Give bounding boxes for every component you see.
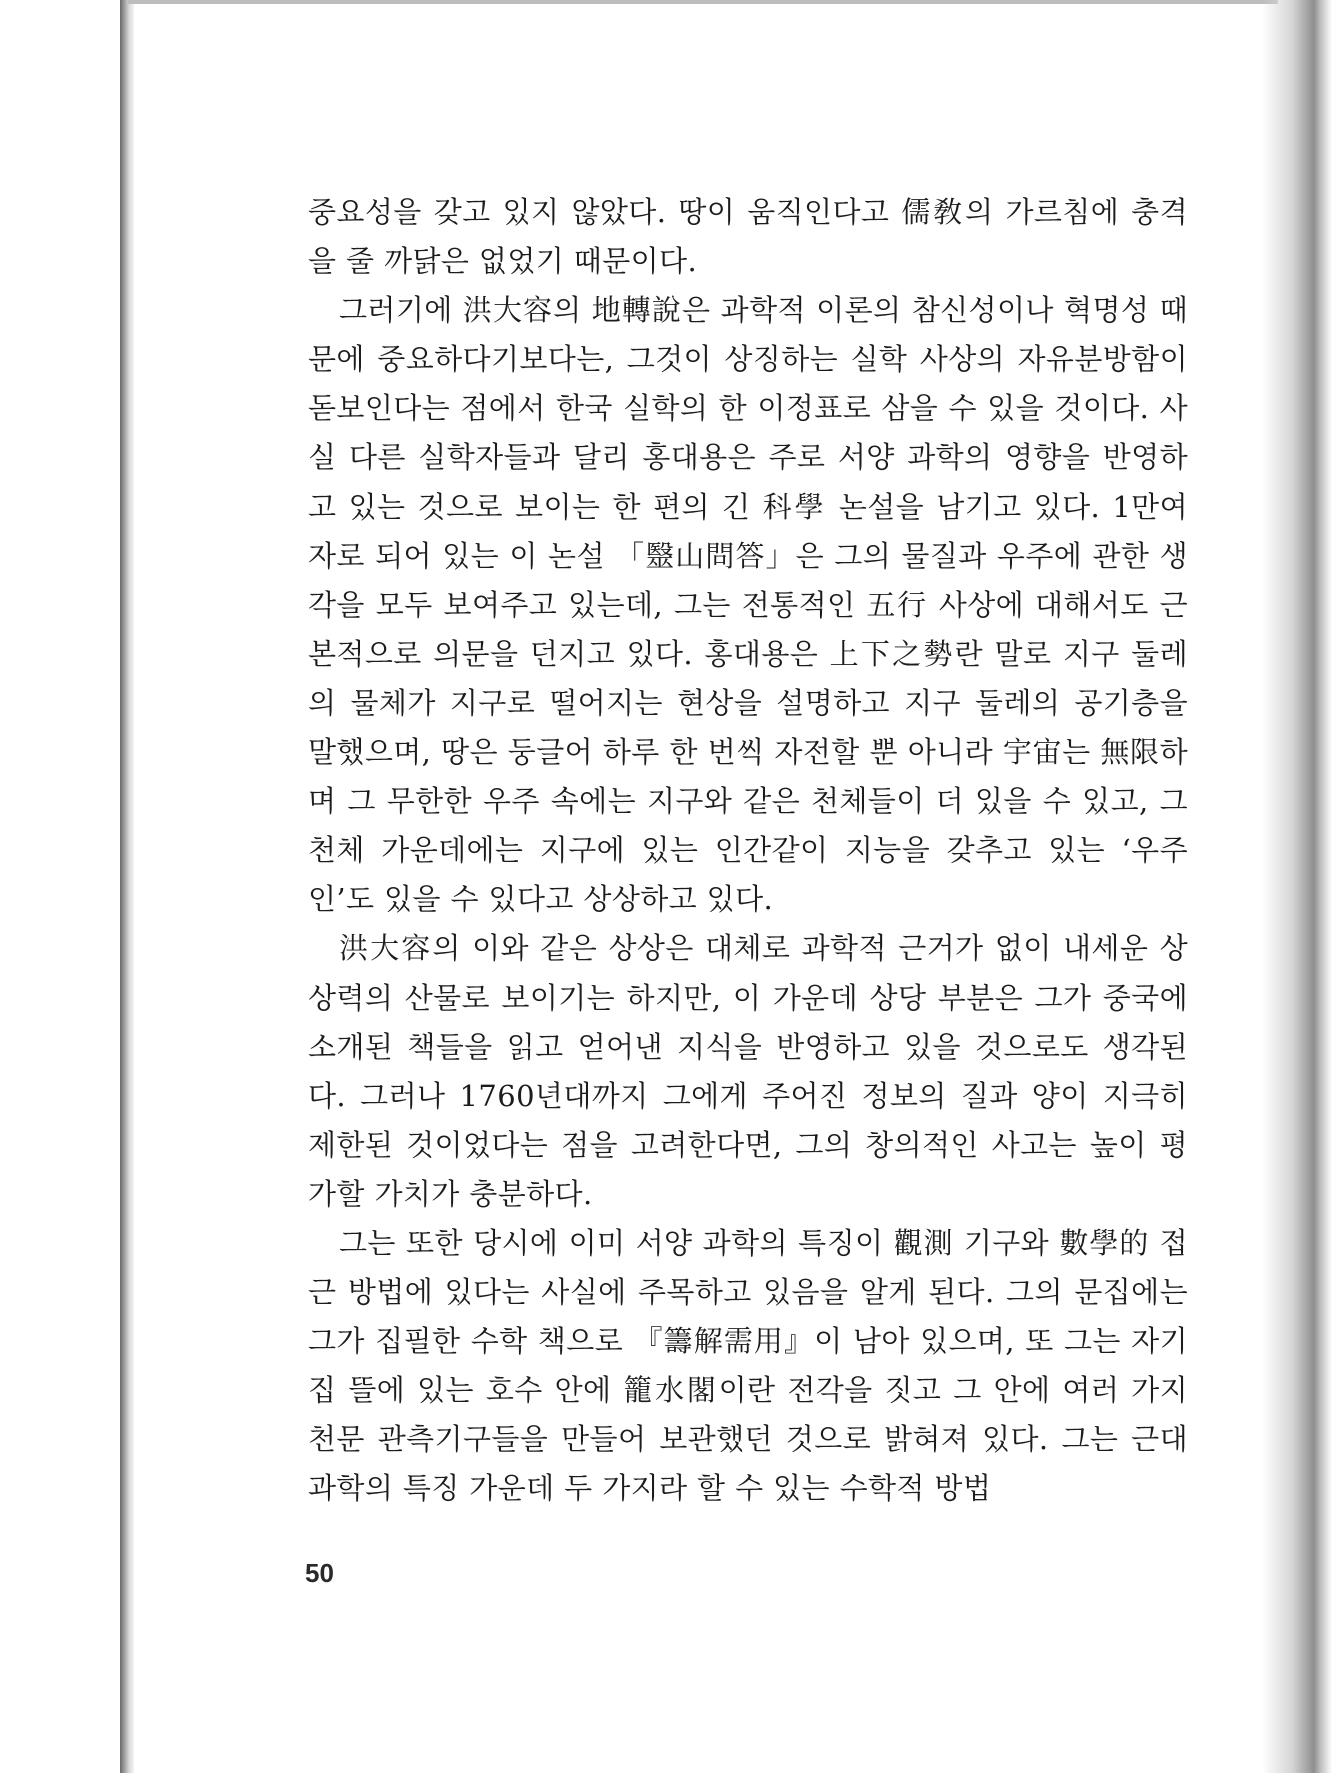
- page-right-edge-shadow: [1262, 0, 1332, 1773]
- page-number: 50: [305, 1558, 334, 1588]
- paragraph-continued: 중요성을 갖고 있지 않았다. 땅이 움직인다고 儒敎의 가르침에 충격을 줄 까닭은 없었기 때문이다.: [308, 195, 1188, 279]
- paragraph: 그는 또한 당시에 이미 서양 과학의 특징이 觀測 기구와 數學的 접근 방법에 있다는 사실에 주목하고 있음을 알게 된다. 그의 문집에는 그가 집필한 수학 책으로 『籌解需用』이 남아 있으며, 또 그는 자기 집 뜰에 있는 호수 안에 籠水閣이란 전각을 짓고 그 안에 여러 가지 천문 관측기구들을 만들어 보관했던 것으로 밝혀져 있다. 그는 근대 과학의 특징 가운데 두 가지라 할 수 있는 수학적 방법: [308, 1225, 1188, 1506]
- page-top-edge: [128, 0, 1278, 4]
- book-spine-edge: [120, 0, 134, 1773]
- paragraph: 洪大容의 이와 같은 상상은 대체로 과학적 근거가 없이 내세운 상상력의 산물로 보이기는 하지만, 이 가운데 상당 부분은 그가 중국에 소개된 책들을 읽고 얻어낸 지식을 반영하고 있을 것으로도 생각된다. 그러나 1760년대까지 그에게 주어진 정보의 질과 양이 지극히 제한된 것이었다는 점을 고려한다면, 그의 창의적인 사고는 높이 평가할 가치가 충분하다.: [308, 931, 1188, 1211]
- paragraph: 그러기에 洪大容의 地轉說은 과학적 이론의 참신성이나 혁명성 때문에 중요하다기보다는, 그것이 상징하는 실학 사상의 자유분방함이 돋보인다는 점에서 한국 실학의 한 이정표로 삼을 수 있을 것이다. 사실 다른 실학자들과 달리 홍대용은 주로 서양 과학의 영향을 반영하고 있는 것으로 보이는 한 편의 긴 科學 논설을 남기고 있다. 1만여 자로 되어 있는 이 논설 「毉山問答」은 그의 물질과 우주에 관한 생각을 모두 보여주고 있는데, 그는 전통적인 五行 사상에 대해서도 근본적으로 의문을 던지고 있다. 홍대용은 上下之勢란 말로 지구 둘레의 물체가 지구로 떨어지는 현상을 설명하고 지구 둘레의 공기층을 말했으며, 땅은 둥글어 하루 한 번씩 자전할 뿐 아니라 宇宙는 無限하며 그 무한한 우주 속에는 지구와 같은 천체들이 더 있을 수 있고, 그 천체 가운데에는 지구에 있는 인간같이 지능을 갖추고 있는 ‘우주인’도 있을 수 있다고 상상하고 있다.: [308, 293, 1188, 917]
- body-text: [308, 188, 1188, 1514]
